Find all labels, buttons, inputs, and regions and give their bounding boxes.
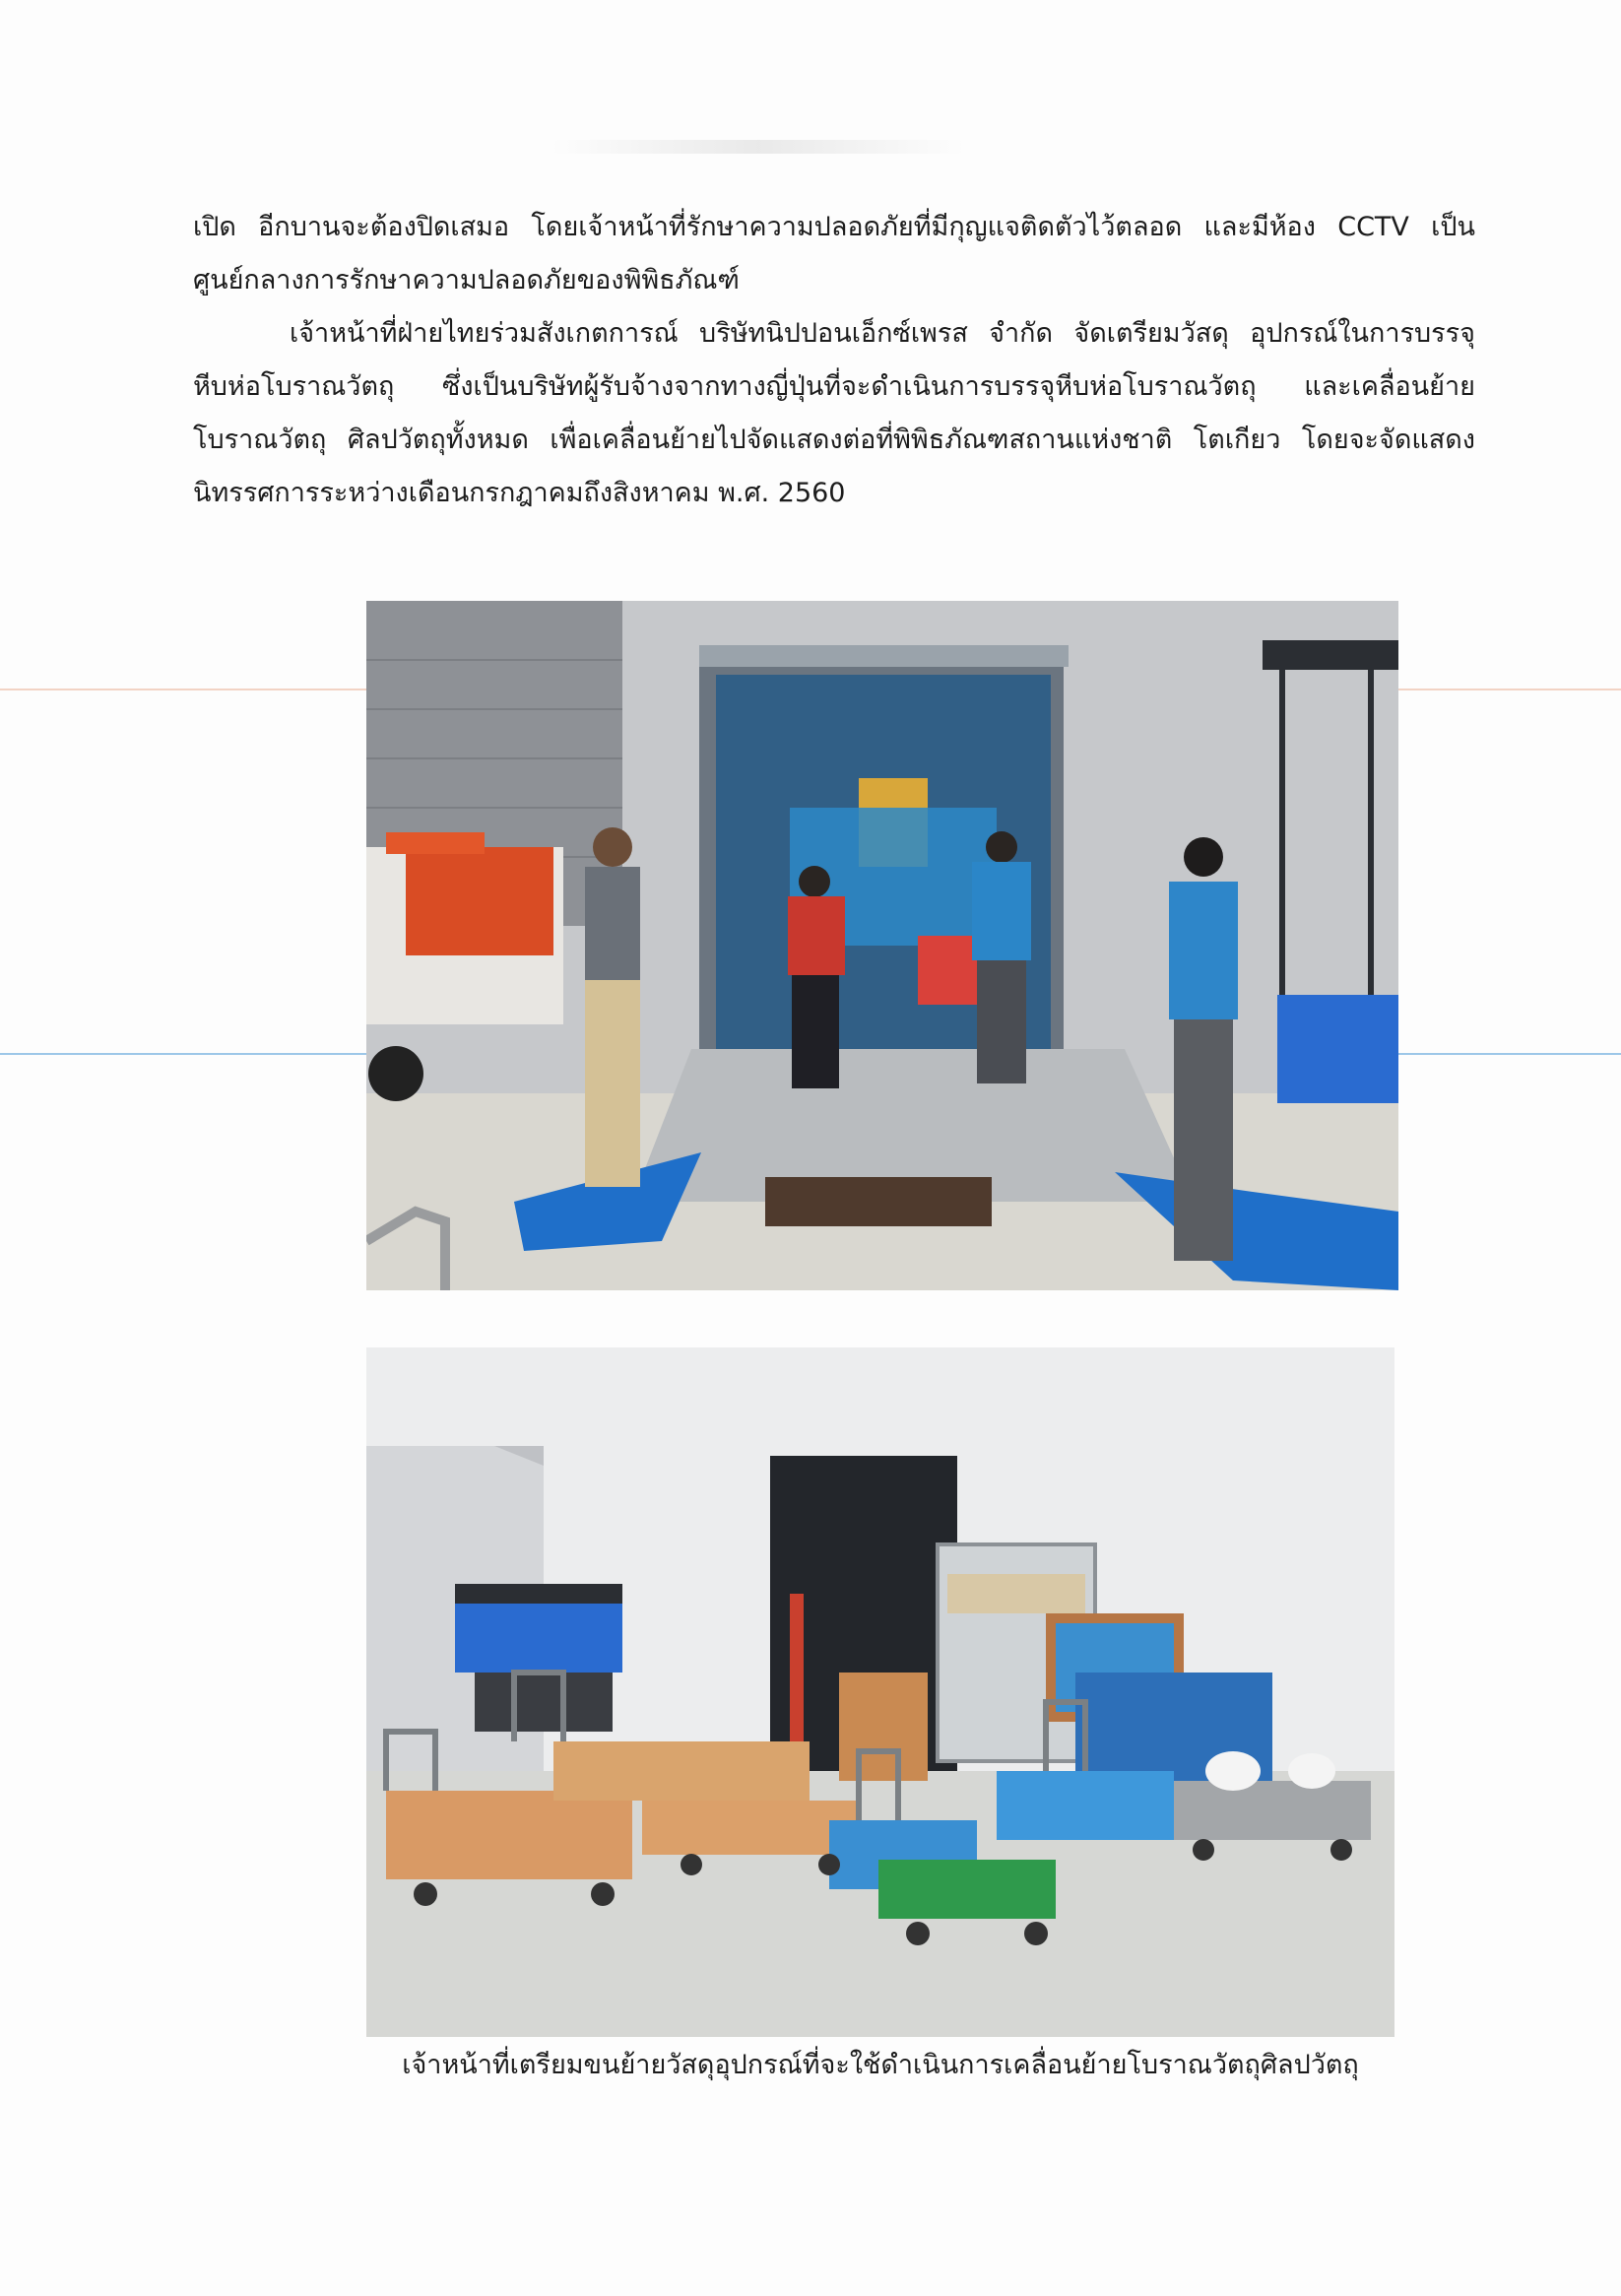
truck-loading-illustration	[366, 601, 1398, 1290]
body-text	[193, 201, 1475, 520]
photo-equipment-carts	[366, 1347, 1394, 2037]
paragraph-observation: เจ้าหน้าที่ฝ่ายไทยร่วมสังเกตการณ์ บริษัทนิปปอนเอ็กซ์เพรส จำกัด จัดเตรียมวัสดุ อุปกรณ์ในการบรรจุหีบห่อโบราณวัตถุ ซึ่งเป็นบริษัทผู้รับจ้างจากทางญี่ปุ่นที่จะดำเนินการบรรจุหีบห่อโบราณวัตถุ และเคลื่อนย้ายโบราณวัตถุ ศิลปวัตถุทั้งหมด เพื่อเคลื่อนย้ายไปจัดแสดงต่อที่พิพิธภัณฑสถานแห่งชาติ โตเกียว โดยจะจัดแสดงนิทรรศการระหว่างเดือนกรกฎาคมถึงสิงหาคม พ.ศ. 2560	[193, 318, 1475, 508]
equipment-carts-illustration	[366, 1347, 1394, 2037]
scan-smudge	[551, 140, 965, 154]
paragraph-continued: เปิด อีกบานจะต้องปิดเสมอ โดยเจ้าหน้าที่รักษาความปลอดภัยที่มีกุญแจติดตัวไว้ตลอด และมีห้อง CCTV เป็นศูนย์กลางการรักษาความปลอดภัยของพิพิธภัณฑ์	[193, 212, 1475, 295]
photo-caption: เจ้าหน้าที่เตรียมขนย้ายวัสดุอุปกรณ์ที่จะใช้ดำเนินการเคลื่อนย้ายโบราณวัตถุศิลปวัตถุ	[402, 2050, 1359, 2080]
photo-truck-loading	[366, 601, 1398, 1290]
